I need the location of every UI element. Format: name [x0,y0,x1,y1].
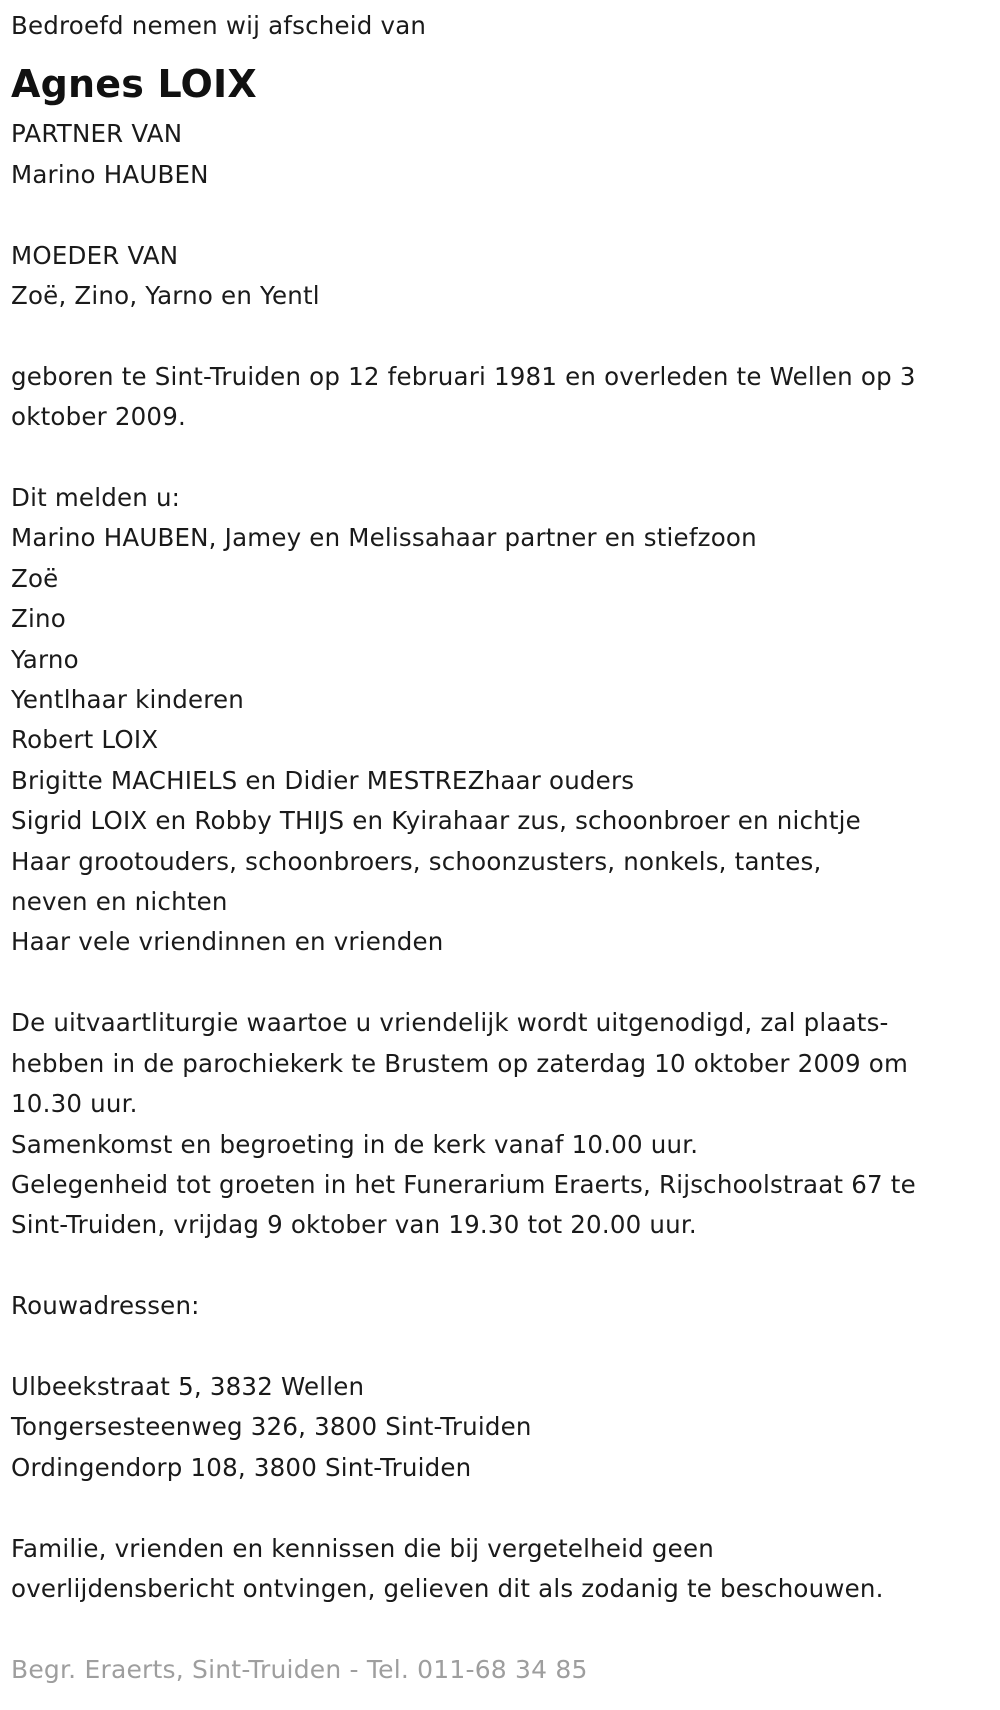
addresses-label: Rouwadressen: [11,1291,200,1321]
mourner-line: Yarno [11,644,79,674]
announce-label: Dit melden u: [11,483,181,513]
funeral-line: 10.30 uur. [11,1089,138,1119]
mourner-line: Marino HAUBEN, Jamey en Melissahaar partner en stiefzoon [11,523,757,553]
spacer [11,963,996,1003]
partner-label: PARTNER VAN [11,119,183,149]
spacer [11,1609,996,1649]
spacer [11,195,996,235]
mourner-line: Zoë [11,563,59,593]
funeral-line: Samenkomst en begroeting in de kerk vanaf 10.00 uur. [11,1129,699,1159]
address-line: Ulbeekstraat 5, 3832 Wellen [11,1371,365,1401]
mourner-line: Brigitte MACHIELS en Didier MESTREZhaar ouders [11,765,635,795]
spacer [11,316,996,356]
closing-line: Familie, vrienden en kennissen die bij vergetelheid geen [11,1533,714,1563]
spacer [11,438,996,478]
mourner-line: Haar vele vriendinnen en vrienden [11,927,444,957]
spacer [11,1327,996,1367]
intro-text: Bedroefd nemen wij afscheid van [11,11,427,40]
funeral-line: Sint-Truiden, vrijdag 9 oktober van 19.30 tot 20.00 uur. [11,1210,697,1240]
closing-line: overlijdensbericht ontvingen, gelieven dit als zodanig te beschouwen. [11,1573,884,1603]
partner-name: Marino HAUBEN [11,159,209,189]
mourner-line: Yentlhaar kinderen [11,685,245,715]
birth-death-line-2: oktober 2009. [11,402,186,432]
address-line: Tongersesteenweg 326, 3800 Sint-Truiden [11,1412,532,1442]
children-names: Zoë, Zino, Yarno en Yentl [11,281,320,311]
mourner-line: Haar grootouders, schoonbroers, schoonzusters, nonkels, tantes, [11,846,822,876]
spacer [11,1246,996,1286]
mourner-line: Robert LOIX [11,725,159,755]
mourner-line: neven en nichten [11,887,228,917]
birth-death-line-1: geboren te Sint-Truiden op 12 februari 1981 en overleden te Wellen op 3 [11,361,916,391]
spacer [11,1488,996,1528]
funeral-home-footer: Begr. Eraerts, Sint-Truiden - Tel. 011-68 34 85 [11,1654,588,1684]
deceased-name: Agnes LOIX [11,62,257,107]
mourner-line: Zino [11,604,66,634]
funeral-line: Gelegenheid tot groeten in het Funerarium Eraerts, Rijschoolstraat 67 te [11,1169,916,1199]
obituary-document [11,6,996,1690]
address-line: Ordingendorp 108, 3800 Sint-Truiden [11,1452,472,1482]
mourner-line: Sigrid LOIX en Robby THIJS en Kyirahaar zus, schoonbroer en nichtje [11,806,861,836]
funeral-line: hebben in de parochiekerk te Brustem op zaterdag 10 oktober 2009 om [11,1048,909,1078]
funeral-line: De uitvaartliturgie waartoe u vriendelijk wordt uitgenodigd, zal plaats- [11,1008,889,1038]
mother-label: MOEDER VAN [11,240,179,270]
